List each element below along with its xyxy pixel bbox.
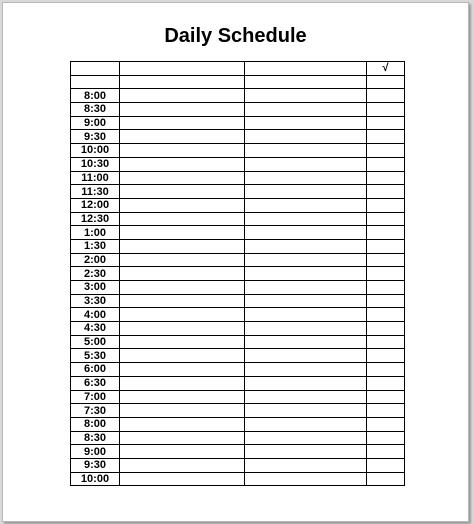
notes-cell[interactable] [245, 253, 367, 267]
notes-cell[interactable] [245, 445, 367, 459]
blank-row [71, 75, 405, 89]
check-cell[interactable] [367, 198, 405, 212]
time-row [71, 185, 405, 199]
notes-cell[interactable] [245, 171, 367, 185]
activity-cell[interactable] [120, 404, 245, 418]
time-cell: 3:30 [71, 294, 120, 308]
time-row [71, 349, 405, 363]
check-cell[interactable] [367, 294, 405, 308]
header-cell-activity [120, 62, 245, 76]
check-cell[interactable] [367, 89, 405, 103]
check-cell[interactable] [367, 363, 405, 377]
schedule-table-body [71, 62, 405, 486]
activity-cell[interactable] [120, 335, 245, 349]
check-cell[interactable] [367, 253, 405, 267]
activity-cell[interactable] [120, 294, 245, 308]
notes-cell[interactable] [245, 116, 367, 130]
time-row [71, 445, 405, 459]
time-cell: 11:00 [71, 171, 120, 185]
notes-cell[interactable] [245, 322, 367, 336]
time-cell: 9:00 [71, 116, 120, 130]
time-cell: 4:00 [71, 308, 120, 322]
check-cell[interactable] [367, 212, 405, 226]
activity-cell[interactable] [120, 253, 245, 267]
time-row [71, 157, 405, 171]
activity-cell[interactable] [120, 458, 245, 472]
activity-cell[interactable] [120, 308, 245, 322]
notes-cell[interactable] [245, 431, 367, 445]
time-cell: 8:30 [71, 431, 120, 445]
check-cell[interactable] [367, 472, 405, 486]
schedule-table [70, 61, 405, 486]
time-cell: 9:00 [71, 445, 120, 459]
time-row [71, 417, 405, 431]
time-row [71, 103, 405, 117]
check-cell[interactable] [367, 322, 405, 336]
time-cell: 7:00 [71, 390, 120, 404]
notes-cell[interactable] [245, 335, 367, 349]
time-row [71, 212, 405, 226]
activity-cell[interactable] [120, 103, 245, 117]
time-cell: 3:00 [71, 281, 120, 295]
notes-cell[interactable] [245, 89, 367, 103]
check-cell[interactable] [367, 390, 405, 404]
activity-cell[interactable] [120, 144, 245, 158]
activity-cell[interactable] [120, 349, 245, 363]
notes-cell[interactable] [245, 226, 367, 240]
time-row [71, 322, 405, 336]
check-cell[interactable] [367, 116, 405, 130]
check-cell[interactable] [367, 130, 405, 144]
check-cell[interactable] [367, 308, 405, 322]
time-cell: 11:30 [71, 185, 120, 199]
blank-cell-time [71, 75, 120, 89]
notes-cell[interactable] [245, 458, 367, 472]
check-cell[interactable] [367, 171, 405, 185]
time-row [71, 281, 405, 295]
notes-cell[interactable] [245, 472, 367, 486]
time-row [71, 239, 405, 253]
blank-cell-check [367, 75, 405, 89]
notes-cell[interactable] [245, 281, 367, 295]
header-row [71, 62, 405, 76]
activity-cell[interactable] [120, 376, 245, 390]
check-cell[interactable] [367, 267, 405, 281]
time-cell: 6:30 [71, 376, 120, 390]
notes-cell[interactable] [245, 130, 367, 144]
time-row [71, 116, 405, 130]
time-row [71, 458, 405, 472]
notes-cell[interactable] [245, 185, 367, 199]
time-row [71, 294, 405, 308]
check-cell[interactable] [367, 445, 405, 459]
time-cell: 8:30 [71, 103, 120, 117]
check-cell[interactable] [367, 226, 405, 240]
activity-cell[interactable] [120, 89, 245, 103]
check-cell[interactable] [367, 335, 405, 349]
time-cell: 7:30 [71, 404, 120, 418]
check-cell[interactable] [367, 404, 405, 418]
time-row [71, 130, 405, 144]
activity-cell[interactable] [120, 171, 245, 185]
check-cell[interactable] [367, 376, 405, 390]
time-cell: 5:30 [71, 349, 120, 363]
time-cell: 8:00 [71, 417, 120, 431]
check-cell[interactable] [367, 431, 405, 445]
time-cell: 12:30 [71, 212, 120, 226]
time-cell: 10:00 [71, 472, 120, 486]
notes-cell[interactable] [245, 376, 367, 390]
activity-cell[interactable] [120, 472, 245, 486]
activity-cell[interactable] [120, 212, 245, 226]
activity-cell[interactable] [120, 157, 245, 171]
time-row [71, 431, 405, 445]
time-cell: 10:00 [71, 144, 120, 158]
header-cell-notes [245, 62, 367, 76]
activity-cell[interactable] [120, 363, 245, 377]
activity-cell[interactable] [120, 445, 245, 459]
check-cell[interactable] [367, 185, 405, 199]
check-cell[interactable] [367, 458, 405, 472]
header-cell-time [71, 62, 120, 76]
activity-cell[interactable] [120, 130, 245, 144]
check-cell[interactable] [367, 157, 405, 171]
notes-cell[interactable] [245, 349, 367, 363]
notes-cell[interactable] [245, 390, 367, 404]
time-cell: 12:00 [71, 198, 120, 212]
notes-cell[interactable] [245, 404, 367, 418]
time-row [71, 335, 405, 349]
check-cell[interactable] [367, 239, 405, 253]
activity-cell[interactable] [120, 239, 245, 253]
time-row [71, 144, 405, 158]
check-cell[interactable] [367, 349, 405, 363]
activity-cell[interactable] [120, 226, 245, 240]
activity-cell[interactable] [120, 267, 245, 281]
time-cell: 9:30 [71, 458, 120, 472]
time-cell: 9:30 [71, 130, 120, 144]
page-title: Daily Schedule [164, 25, 307, 47]
check-cell[interactable] [367, 281, 405, 295]
notes-cell[interactable] [245, 239, 367, 253]
activity-cell[interactable] [120, 322, 245, 336]
time-row [71, 198, 405, 212]
time-cell: 1:30 [71, 239, 120, 253]
time-cell: 10:30 [71, 157, 120, 171]
time-cell: 2:00 [71, 253, 120, 267]
time-cell: 1:00 [71, 226, 120, 240]
blank-cell-activity [120, 75, 245, 89]
activity-cell[interactable] [120, 116, 245, 130]
time-cell: 2:30 [71, 267, 120, 281]
notes-cell[interactable] [245, 363, 367, 377]
schedule-page [2, 2, 469, 522]
notes-cell[interactable] [245, 417, 367, 431]
notes-cell[interactable] [245, 198, 367, 212]
header-cell-check: √ [367, 62, 405, 76]
time-row [71, 267, 405, 281]
blank-cell-notes [245, 75, 367, 89]
time-row [71, 226, 405, 240]
activity-cell[interactable] [120, 198, 245, 212]
time-cell: 6:00 [71, 363, 120, 377]
check-cell[interactable] [367, 144, 405, 158]
time-row [71, 171, 405, 185]
activity-cell[interactable] [120, 281, 245, 295]
activity-cell[interactable] [120, 390, 245, 404]
time-row [71, 376, 405, 390]
notes-cell[interactable] [245, 212, 367, 226]
notes-cell[interactable] [245, 157, 367, 171]
activity-cell[interactable] [120, 417, 245, 431]
time-row [71, 363, 405, 377]
time-cell: 8:00 [71, 89, 120, 103]
notes-cell[interactable] [245, 294, 367, 308]
notes-cell[interactable] [245, 308, 367, 322]
notes-cell[interactable] [245, 103, 367, 117]
activity-cell[interactable] [120, 185, 245, 199]
time-row [71, 308, 405, 322]
notes-cell[interactable] [245, 144, 367, 158]
time-row [71, 253, 405, 267]
time-row [71, 390, 405, 404]
time-row [71, 404, 405, 418]
activity-cell[interactable] [120, 431, 245, 445]
check-cell[interactable] [367, 103, 405, 117]
time-cell: 4:30 [71, 322, 120, 336]
notes-cell[interactable] [245, 267, 367, 281]
check-cell[interactable] [367, 417, 405, 431]
time-cell: 5:00 [71, 335, 120, 349]
time-row [71, 89, 405, 103]
time-row [71, 472, 405, 486]
